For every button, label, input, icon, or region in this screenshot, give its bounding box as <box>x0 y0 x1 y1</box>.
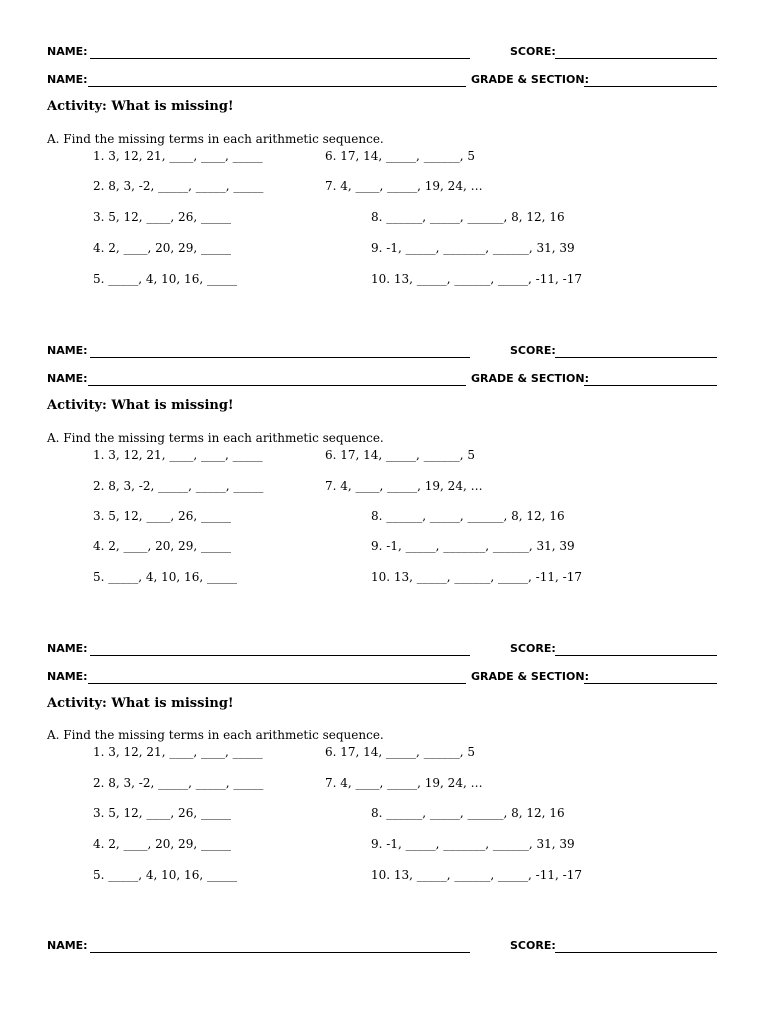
problem-8: 8. ______, _____, ______, 8, 12, 16 <box>371 210 565 224</box>
name-blank-line[interactable] <box>90 952 470 953</box>
problem-10: 10. 13, _____, ______, _____, -11, -17 <box>371 570 582 584</box>
score-blank-line[interactable] <box>555 58 717 59</box>
problem-3: 3. 5, 12, ____, 26, _____ <box>93 210 231 224</box>
score-label: SCORE: <box>510 939 556 952</box>
problem-3: 3. 5, 12, ____, 26, _____ <box>93 806 231 820</box>
problem-1: 1. 3, 12, 21, ____, ____, _____ <box>93 745 263 759</box>
name-label: NAME: <box>47 344 88 357</box>
score-label: SCORE: <box>510 642 556 655</box>
problem-6: 6. 17, 14, _____, ______, 5 <box>325 149 475 163</box>
problem-9: 9. -1, _____, _______, ______, 31, 39 <box>371 837 575 851</box>
name-blank-line[interactable] <box>88 385 466 386</box>
problem-6: 6. 17, 14, _____, ______, 5 <box>325 448 475 462</box>
problem-5: 5. _____, 4, 10, 16, _____ <box>93 570 237 584</box>
instruction-text: A. Find the missing terms in each arithmetic sequence. <box>47 728 384 742</box>
worksheet-2 <box>0 299 768 599</box>
grade-section-blank-line[interactable] <box>584 385 717 386</box>
problem-8: 8. ______, _____, ______, 8, 12, 16 <box>371 806 565 820</box>
problem-4: 4. 2, ____, 20, 29, _____ <box>93 539 231 553</box>
score-blank-line[interactable] <box>555 357 717 358</box>
activity-title: Activity: What is missing! <box>47 398 234 413</box>
name-label: NAME: <box>47 670 88 683</box>
problem-1: 1. 3, 12, 21, ____, ____, _____ <box>93 448 263 462</box>
name-label: NAME: <box>47 642 88 655</box>
problem-5: 5. _____, 4, 10, 16, _____ <box>93 272 237 286</box>
grade-section-label: GRADE & SECTION: <box>471 670 589 683</box>
problem-5: 5. _____, 4, 10, 16, _____ <box>93 868 237 882</box>
grade-section-blank-line[interactable] <box>584 683 717 684</box>
score-label: SCORE: <box>510 344 556 357</box>
name-label: NAME: <box>47 939 88 952</box>
name-blank-line[interactable] <box>88 86 466 87</box>
activity-title: Activity: What is missing! <box>47 696 234 711</box>
problem-6: 6. 17, 14, _____, ______, 5 <box>325 745 475 759</box>
grade-section-label: GRADE & SECTION: <box>471 73 589 86</box>
problem-7: 7. 4, ____, _____, 19, 24, … <box>325 479 483 493</box>
score-blank-line[interactable] <box>555 655 717 656</box>
name-blank-line[interactable] <box>90 58 470 59</box>
name-label: NAME: <box>47 73 88 86</box>
problem-7: 7. 4, ____, _____, 19, 24, … <box>325 776 483 790</box>
problem-4: 4. 2, ____, 20, 29, _____ <box>93 241 231 255</box>
problem-9: 9. -1, _____, _______, ______, 31, 39 <box>371 241 575 255</box>
problem-10: 10. 13, _____, ______, _____, -11, -17 <box>371 272 582 286</box>
grade-section-label: GRADE & SECTION: <box>471 372 589 385</box>
name-label: NAME: <box>47 372 88 385</box>
activity-title: Activity: What is missing! <box>47 99 234 114</box>
score-blank-line[interactable] <box>555 952 717 953</box>
instruction-text: A. Find the missing terms in each arithmetic sequence. <box>47 431 384 445</box>
name-blank-line[interactable] <box>90 357 470 358</box>
name-blank-line[interactable] <box>88 683 466 684</box>
problem-1: 1. 3, 12, 21, ____, ____, _____ <box>93 149 263 163</box>
problem-9: 9. -1, _____, _______, ______, 31, 39 <box>371 539 575 553</box>
name-blank-line[interactable] <box>90 655 470 656</box>
problem-8: 8. ______, _____, ______, 8, 12, 16 <box>371 509 565 523</box>
grade-section-blank-line[interactable] <box>584 86 717 87</box>
name-label: NAME: <box>47 45 88 58</box>
problem-4: 4. 2, ____, 20, 29, _____ <box>93 837 231 851</box>
problem-3: 3. 5, 12, ____, 26, _____ <box>93 509 231 523</box>
instruction-text: A. Find the missing terms in each arithmetic sequence. <box>47 132 384 146</box>
worksheet-4-header <box>0 896 768 1024</box>
score-label: SCORE: <box>510 45 556 58</box>
problem-10: 10. 13, _____, ______, _____, -11, -17 <box>371 868 582 882</box>
problem-2: 2. 8, 3, -2, _____, _____, _____ <box>93 179 264 193</box>
problem-7: 7. 4, ____, _____, 19, 24, … <box>325 179 483 193</box>
worksheet-3 <box>0 597 768 897</box>
problem-2: 2. 8, 3, -2, _____, _____, _____ <box>93 776 264 790</box>
problem-2: 2. 8, 3, -2, _____, _____, _____ <box>93 479 264 493</box>
worksheet-1 <box>0 0 768 300</box>
